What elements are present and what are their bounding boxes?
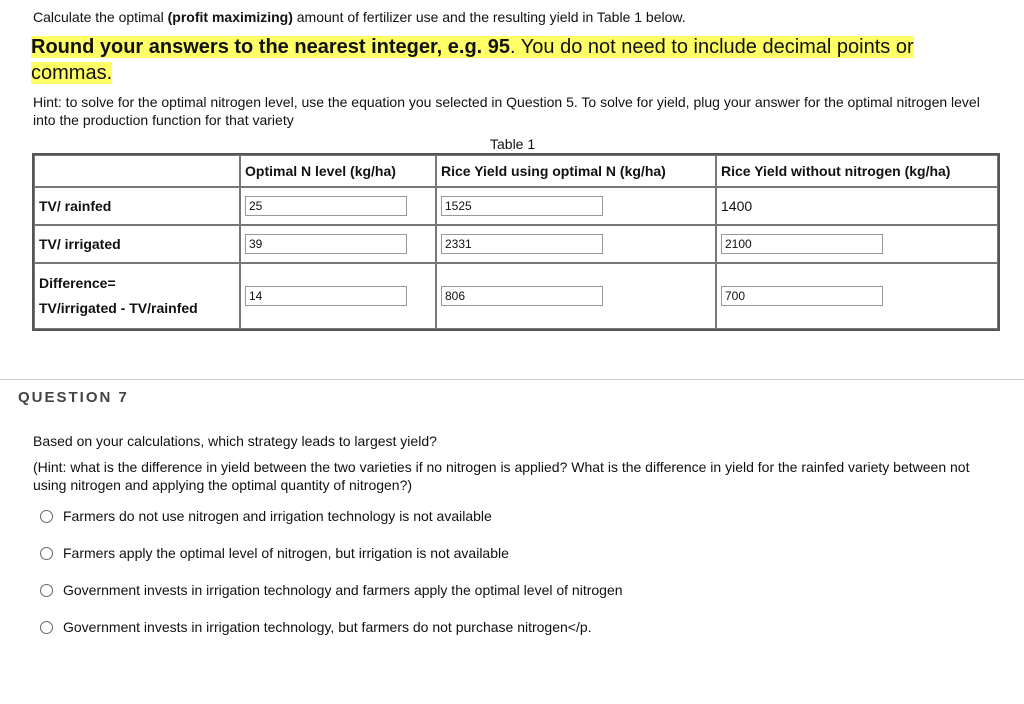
irrigated-yield-optimal-input[interactable] bbox=[441, 234, 603, 254]
answer-option-label: Government invests in irrigation technology and farmers apply the optimal level of nitrogen bbox=[63, 582, 623, 598]
header-empty bbox=[34, 155, 240, 187]
radio-button[interactable] bbox=[40, 510, 53, 523]
difference-yield-optimal-input[interactable] bbox=[441, 286, 603, 306]
table-row bbox=[34, 225, 998, 263]
instructions-text bbox=[33, 9, 686, 25]
hint-text: Hint: to solve for the optimal nitrogen level, use the equation you selected in Question 5. To solve for yield, plug your answer for the optimal nitrogen level into the production function for that variety bbox=[33, 94, 980, 128]
row-label-line2: TV/irrigated - TV/rainfed bbox=[39, 300, 198, 316]
answer-option-label: Government invests in irrigation technology, but farmers do not purchase nitrogen</p. bbox=[63, 619, 592, 635]
question-hint: (Hint: what is the difference in yield between the two varieties if no nitrogen is applied? What is the difference in yield for the rainfed variety between not using nitrogen and applying the optimal quantity of nitrogen?) bbox=[33, 459, 970, 493]
table-row bbox=[34, 187, 998, 225]
rainfed-n-level-input[interactable] bbox=[245, 196, 407, 216]
answer-option[interactable] bbox=[40, 545, 509, 561]
answer-option[interactable] bbox=[40, 582, 623, 598]
answer-option-label: Farmers apply the optimal level of nitrogen, but irrigation is not available bbox=[63, 545, 509, 561]
question-text: Based on your calculations, which strategy leads to largest yield? bbox=[33, 433, 437, 449]
row-label: TV/ irrigated bbox=[34, 225, 240, 263]
intro-post: amount of fertilizer use and the resulting yield in Table 1 below. bbox=[292, 9, 686, 25]
answer-option[interactable] bbox=[40, 619, 592, 635]
table-header-row bbox=[34, 155, 998, 187]
rainfed-yield-none-value: 1400 bbox=[716, 187, 998, 225]
answer-option-label: Farmers do not use nitrogen and irrigation technology is not available bbox=[63, 508, 492, 524]
answer-option[interactable] bbox=[40, 508, 492, 524]
rounding-note bbox=[31, 34, 997, 86]
difference-n-level-input[interactable] bbox=[245, 286, 407, 306]
rainfed-yield-optimal-input[interactable] bbox=[441, 196, 603, 216]
intro-pre: Calculate the optimal bbox=[33, 9, 168, 25]
header-yield-optimal: Rice Yield using optimal N (kg/ha) bbox=[436, 155, 716, 187]
intro-bold: (profit maximizing) bbox=[167, 9, 293, 25]
table-caption: Table 1 bbox=[490, 136, 536, 152]
row-label: TV/ rainfed bbox=[34, 187, 240, 225]
irrigated-n-level-input[interactable] bbox=[245, 234, 407, 254]
radio-button[interactable] bbox=[40, 621, 53, 634]
header-yield-none: Rice Yield without nitrogen (kg/ha) bbox=[716, 155, 998, 187]
rounding-note-rest: . You do not need to include decimal points or commas. bbox=[31, 36, 914, 84]
section-divider bbox=[0, 379, 1024, 380]
radio-button[interactable] bbox=[40, 547, 53, 560]
table-1 bbox=[32, 153, 1000, 331]
question-title: QUESTION 7 bbox=[18, 389, 129, 406]
header-optimal-n: Optimal N level (kg/ha) bbox=[240, 155, 436, 187]
irrigated-yield-none-input[interactable] bbox=[721, 234, 883, 254]
radio-button[interactable] bbox=[40, 584, 53, 597]
row-label bbox=[34, 263, 240, 329]
table-row bbox=[34, 263, 998, 329]
rounding-note-bold: Round your answers to the nearest integer, e.g. 95 bbox=[31, 36, 511, 58]
difference-yield-none-input[interactable] bbox=[721, 286, 883, 306]
row-label-line1: Difference= bbox=[39, 275, 116, 291]
